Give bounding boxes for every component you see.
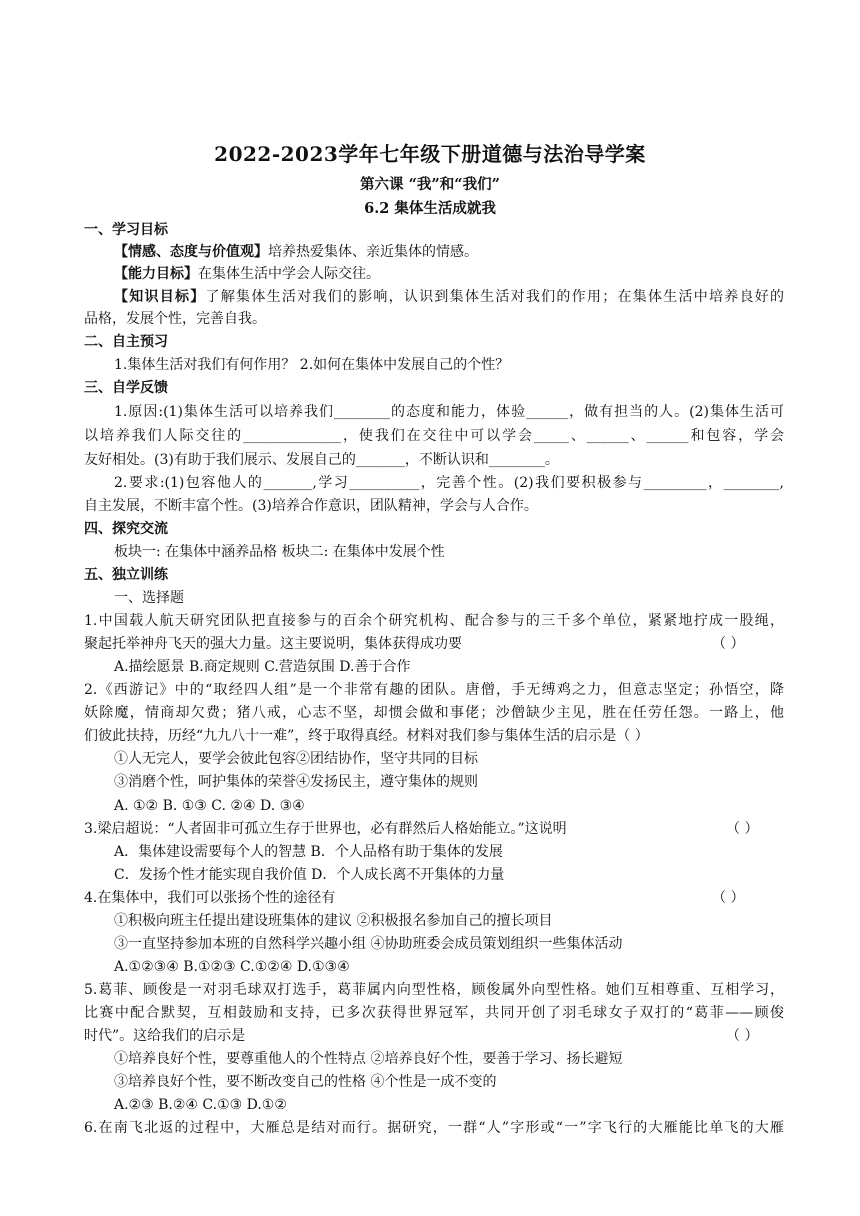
question-item: ①积极向班主任提出建设班集体的建议 ②积极报名参加自己的擅长项目 [114,913,553,929]
feedback-paragraph: 2.要求:(1)包容他人的_______,学习__________，完善个性。(2)我们要积极参与_________，________, [114,475,784,491]
question-item: ①人无完人，要学会彼此包容②团结协作，坚守共同的目标 [114,751,478,767]
preview-questions: 1.集体生活对我们有何作用？ 2.如何在集体中发展自己的个性？ [114,357,510,373]
explore-blocks: 板块一: 在集体中涵养品格 板块二: 在集体中发展个性 [114,544,445,560]
feedback-paragraph: 1.原因:(1)集体生活可以培养我们________的态度和能力，体验______，做有担当的人。(2)集体生活可 [114,404,784,420]
answer-blank: （ ） [712,636,745,652]
question-text: 聚起托举神舟飞天的强大力量。这主要说明，集体获得成功要 [84,636,462,652]
question-text: 妖除魔，情商却欠费；猪八戒，心志不坚，却惯会做和事佬；沙僧缺少主见，胜在任劳任怨。一路上，他 [84,705,784,721]
question-text: 时代”。这给我们的启示是 [84,1028,246,1044]
question-text: 6.在南飞北返的过程中，大雁总是结对而行。据研究，一群“人”字形或“一”字飞行的大雁能比单飞的大雁 [84,1120,784,1136]
goal-ability [114,263,784,285]
question-text: 比赛中配合默契，互相鼓励和支持，已多次获得世界冠军，共同开创了羽毛球女子双打的“葛菲——顾俊 [84,1005,784,1021]
question-options: A.②③ B.②④ C.①③ D.①② [114,1097,287,1113]
subsection-multiple-choice: 一、选择题 [114,590,184,606]
answer-blank: （ ） [726,1028,759,1044]
feedback-paragraph: 以培养我们人际交往的______________，使我们在交往中可以学会_____、______、______和包容，学会 [84,428,784,444]
goal-emotion [114,241,784,263]
goal-knowledge-cont: 品格，发展个性，完善自我。 [84,311,266,327]
section-heading-explore: 四、探究交流 [84,521,168,537]
question-option: C．发扬个性才能实现自我价值 D．个人成长离不开集体的力量 [114,867,505,883]
document-title: 2022-2023学年七年级下册道德与法治导学案 [214,142,646,166]
goal-text: 在集体生活中学会人际交往。 [198,266,380,282]
goal-knowledge [114,286,784,308]
goal-label: 【情感、态度与价值观】 [114,244,268,260]
question-item: ③消磨个性，呵护集体的荣誉④发扬民主，遵守集体的规则 [114,774,478,790]
question-text: 们彼此扶持，历经“九九八十一难”，终于取得真经。材料对我们参与集体生活的启示是（ ） [84,728,649,744]
section-title: 6.2 集体生活成就我 [364,200,496,217]
question-item: ①培养良好个性，要尊重他人的个性特点 ②培养良好个性，要善于学习、扬长避短 [114,1051,623,1067]
feedback-paragraph: 友好相处。(3)有助于我们展示、发展自己的_______，不断认识和________。 [84,452,559,468]
question-text: 3.梁启超说：“人者固非可孤立生存于世界也，必有群然后人格始能立。”这说明 [84,821,567,837]
goal-text: 了解集体生活对我们的影响，认识到集体生活对我们的作用；在集体生活中培养良好的 [205,289,785,305]
goal-label: 【能力目标】 [114,266,198,282]
question-options: A.①②③④ B.①②③ C.①②④ D.①③④ [114,959,350,975]
question-text: 2.《西游记》中的“取经四人组”是一个非常有趣的团队。唐僧，手无缚鸡之力，但意志坚定；孙悟空，降 [84,682,784,698]
section-heading-training: 五、独立训练 [84,567,168,583]
section-heading-feedback: 三、自学反馈 [84,380,168,396]
lesson-title: 第六课 “我”和“我们” [360,176,500,193]
question-item: ③一直坚持参加本班的自然科学兴趣小组 ④协助班委会成员策划组织一些集体活动 [114,936,623,952]
goal-label: 【知识目标】 [114,289,206,305]
question-item: ③培养良好个性，要不断改变自己的性格 ④个性是一成不变的 [114,1074,497,1090]
goal-text: 培养热爱集体、亲近集体的情感。 [268,244,478,260]
answer-blank: （ ） [712,890,745,906]
feedback-paragraph: 自主发展，不断丰富个性。(3)培养合作意识，团队精神，学会与人合作。 [84,498,538,514]
question-option: A．集体建设需要每个人的智慧 B．个人品格有助于集体的发展 [114,844,503,860]
answer-blank: （ ） [726,821,759,837]
question-text: 1.中国载人航天研究团队把直接参与的百余个研究机构、配合参与的三千多个单位，紧紧地拧成一股绳， [84,613,784,629]
section-heading-goals: 一、学习目标 [84,222,168,238]
question-options: A. ①② B. ①③ C. ②④ D. ③④ [114,798,305,814]
question-text: 5.葛菲、顾俊是一对羽毛球双打选手，葛菲属内向型性格，顾俊属外向型性格。她们互相尊重、互相学习， [84,982,784,998]
question-text: 4.在集体中，我们可以张扬个性的途径有 [84,890,336,906]
section-heading-preview: 二、自主预习 [84,334,168,350]
question-options: A.描绘愿景 B.商定规则 C.营造氛围 D.善于合作 [114,659,411,675]
